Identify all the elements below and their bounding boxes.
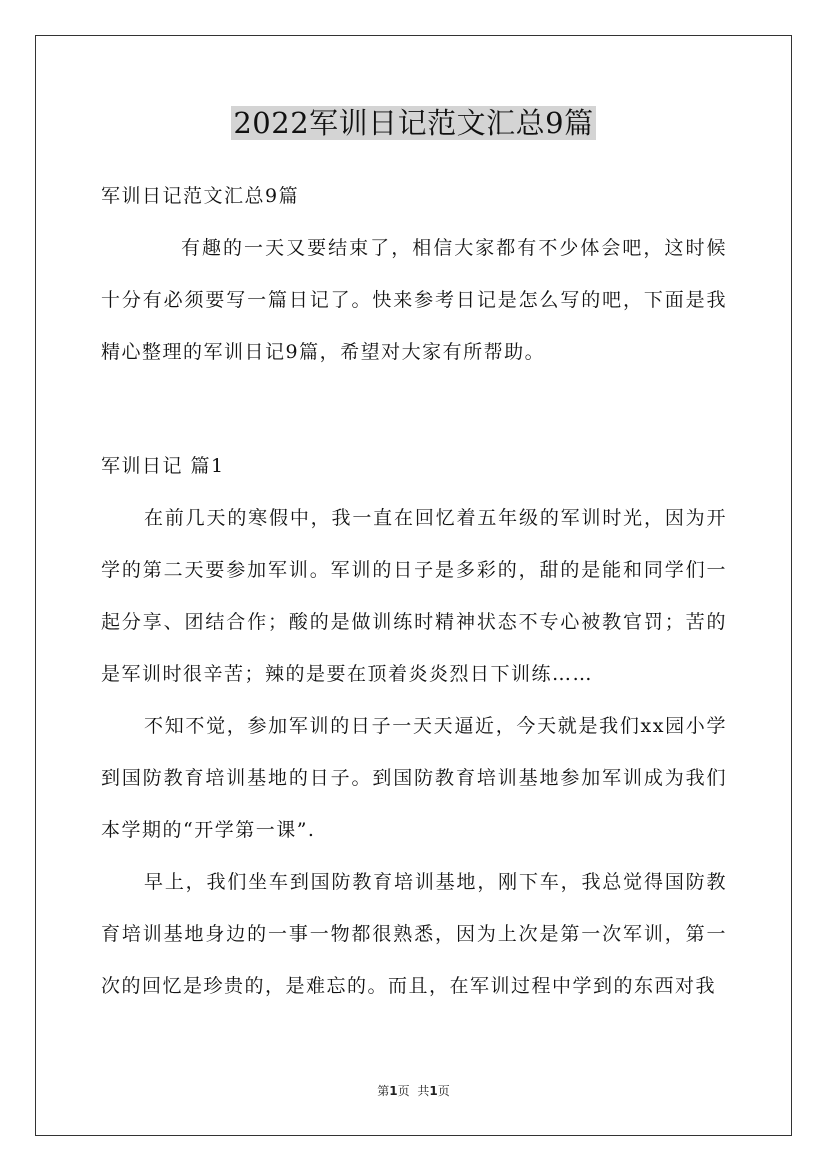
footer-page-prefix: 第 <box>377 1084 390 1098</box>
footer-page-suffix: 页 <box>397 1084 410 1098</box>
footer-total-suffix: 页 <box>437 1084 450 1098</box>
footer-page-number: 1 <box>389 1084 398 1098</box>
article-body <box>101 492 727 1012</box>
footer-total-prefix: 共 <box>417 1084 430 1098</box>
document-title-text: 2022军训日记范文汇总9篇 <box>233 106 594 140</box>
document-subtitle: 军训日记范文汇总9篇 <box>101 185 300 207</box>
intro-paragraph: 有趣的一天又要结束了，相信大家都有不少体会吧，这时候十分有必须要写一篇日记了。快来参考日记是怎么写的吧，下面是我精心整理的军训日记9篇，希望对大家有所帮助。 <box>101 237 727 363</box>
document-title <box>0 104 827 142</box>
footer-total-number: 1 <box>429 1084 438 1098</box>
article-paragraph-1: 在前几天的寒假中，我一直在回忆着五年级的军训时光，因为开学的第二天要参加军训。军训的日子是多彩的，甜的是能和同学们一起分享、团结合作；酸的是做训练时精神状态不专心被教官罚；苦的是军训时很辛苦；辣的是要在顶着炎炎烈日下训练…… <box>101 507 727 685</box>
section-heading: 军训日记 篇1 <box>101 455 225 477</box>
page-footer <box>0 1082 827 1099</box>
article-paragraph-2: 不知不觉，参加军训的日子一天天逼近，今天就是我们xx园小学到国防教育培训基地的日子。到国防教育培训基地参加军训成为我们本学期的“开学第一课”. <box>101 715 727 841</box>
article-paragraph-3: 早上，我们坐车到国防教育培训基地，刚下车，我总觉得国防教育培训基地身边的一事一物都很熟悉，因为上次是第一次军训，第一次的回忆是珍贵的，是难忘的。而且，在军训过程中学到的东西对我 <box>101 871 727 997</box>
